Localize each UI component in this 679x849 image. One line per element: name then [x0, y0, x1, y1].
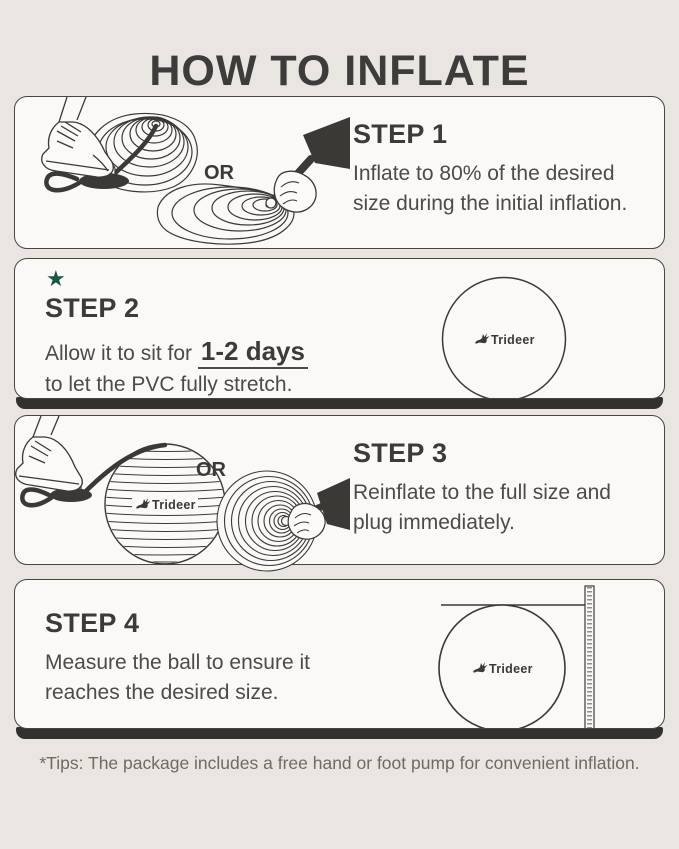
step-2-body-suffix: to let the PVC fully stretch.	[45, 372, 293, 396]
star-icon: ★	[46, 266, 66, 291]
step-2-label: STEP 2	[45, 293, 140, 323]
step-4-body: Measure the ball to ensure it reaches the desired size.	[45, 651, 310, 704]
step-4-measure-illustration	[358, 580, 608, 729]
foot-pump-shoe-icon	[16, 416, 82, 491]
step-2-ball-illustration	[440, 275, 568, 399]
hand-icon	[288, 504, 325, 540]
step-4-label: STEP 4	[45, 608, 140, 638]
pump-hose	[46, 174, 79, 191]
step-4-panel	[14, 579, 665, 739]
step-2-body	[45, 333, 375, 399]
flat-ball-icon	[157, 184, 294, 244]
step-3-text	[353, 440, 645, 538]
step-1-panel	[14, 96, 665, 249]
trideer-wordmark: Trideer	[491, 333, 535, 347]
step-3-illustration	[15, 416, 350, 574]
step-2-card	[14, 258, 665, 399]
step-3-label: STEP 3	[353, 438, 448, 468]
or-label: OR	[196, 459, 226, 481]
step-2-panel	[14, 258, 665, 409]
step-4-text	[45, 610, 355, 708]
step-3-panel	[14, 415, 665, 565]
page-title: HOW TO INFLATE	[149, 47, 530, 95]
hand-icon	[274, 171, 316, 212]
step-3-card	[14, 415, 665, 565]
step-1-illustration	[15, 97, 350, 249]
step-3-body: Reinflate to the full size and plug immediately.	[353, 481, 611, 534]
footer-tips: *Tips: The package includes a free hand or foot pump for convenient inflation.	[39, 753, 640, 773]
step-4-card	[14, 579, 665, 729]
step-1-text	[353, 121, 645, 219]
step-1-card	[14, 96, 665, 249]
step-1-body: Inflate to 80% of the desired size during the initial inflation.	[353, 162, 628, 215]
or-label: OR	[204, 162, 234, 184]
step-2-body-prefix: Allow it to sit for	[45, 342, 193, 365]
trideer-wordmark: Trideer	[152, 498, 196, 512]
trideer-wordmark: Trideer	[489, 662, 533, 676]
step-1-label: STEP 1	[353, 119, 448, 149]
step-2-highlight: 1-2 days	[198, 336, 308, 369]
step-2-text	[45, 295, 375, 399]
hand-pump-icon	[266, 117, 350, 212]
measuring-tape-icon	[585, 586, 594, 729]
pump-hose	[22, 489, 51, 505]
